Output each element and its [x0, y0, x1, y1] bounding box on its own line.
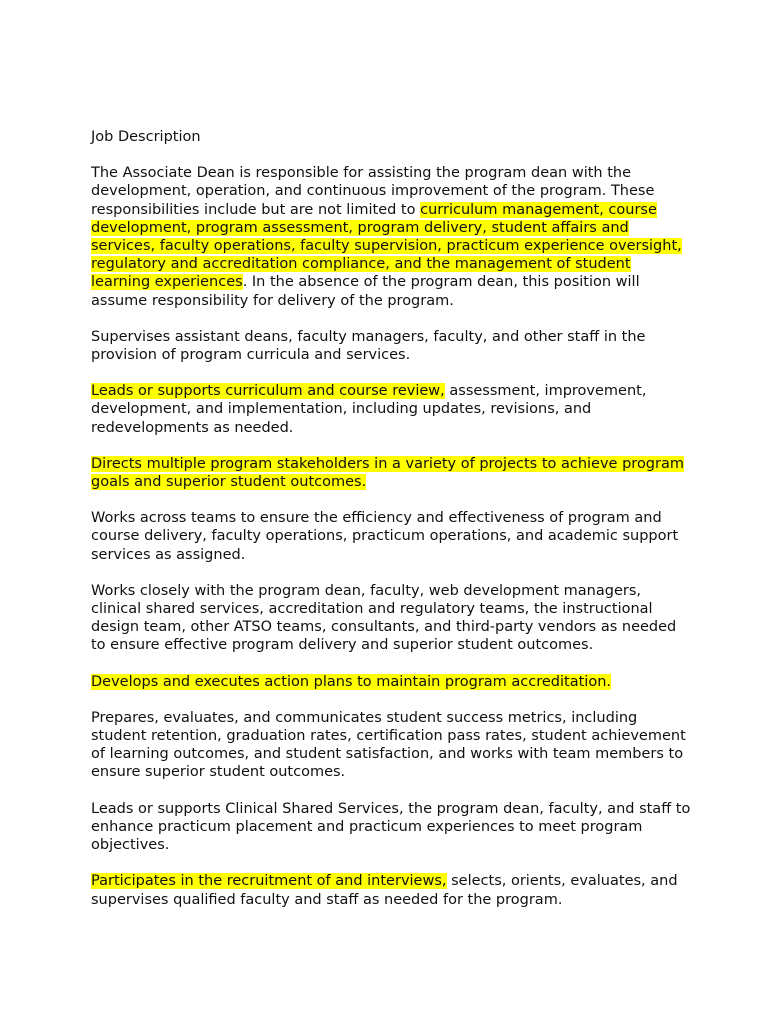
highlighted-text: Participates in the recruitment of and interviews,	[91, 873, 447, 890]
paragraph	[91, 872, 691, 908]
paragraph-text: Supervises assistant deans, faculty managers, faculty, and other staff in the provision of program curricula and services.	[91, 328, 646, 364]
paragraph-text: Prepares, evaluates, and communicates student success metrics, including student retention, graduation rates, certification pass rates, student achievement of learning outcomes, and student satisfaction, and works with team members to ensure superior student outcomes.	[91, 709, 686, 781]
paragraph	[91, 455, 691, 491]
paragraph	[91, 800, 691, 855]
paragraph	[91, 382, 691, 437]
paragraph	[91, 509, 691, 564]
paragraph	[91, 709, 691, 782]
paragraph-text: Leads or supports Clinical Shared Services, the program dean, faculty, and staff to enhance practicum placement and practicum experiences to meet program objectives.	[91, 800, 691, 854]
paragraph-text: assessment, improvement, development, and implementation, including updates, revisions, and redevelopments as needed.	[91, 383, 647, 436]
paragraph	[91, 164, 691, 310]
paragraph	[91, 582, 691, 655]
paragraph-text: The Associate Dean is responsible for assisting the program dean with the development, operation, and continuous improvement of the program. These responsibilities include but are not limited to	[91, 165, 655, 218]
paragraph-text: selects, orients, evaluates, and supervises qualified faculty and staff as needed for the program.	[91, 873, 678, 908]
paragraph	[91, 673, 691, 691]
paragraph-text: Works across teams to ensure the efficiency and effectiveness of program and course delivery, faculty operations, practicum operations, and academic support services as assigned.	[91, 510, 679, 563]
document-title: Job Description	[91, 129, 201, 145]
highlighted-text: Develops and executes action plans to maintain program accreditation.	[91, 673, 611, 690]
document-body	[91, 128, 691, 927]
paragraph-text: Works closely with the program dean, faculty, web development managers, clinical shared services, accreditation and regulatory teams, the instructional design team, other ATSO teams, consultants, and third-party vendors as needed to ensure effective program delivery and superior student outcomes.	[91, 582, 677, 654]
highlighted-text: Directs multiple program stakeholders in a variety of projects to achieve program goals and superior student outcomes.	[91, 455, 684, 491]
paragraph	[91, 328, 691, 364]
highlighted-text: Leads or supports curriculum and course review,	[91, 383, 445, 400]
paragraph-list	[91, 164, 691, 909]
highlighted-text: curriculum management, course development, program assessment, program delivery, student affairs and services, faculty operations, faculty supervision, practicum experience oversight, regulatory and accreditation compliance, and the management of student learning experiences	[91, 201, 682, 291]
paragraph-text: . In the absence of the program dean, this position will assume responsibility for delivery of the program.	[91, 274, 640, 309]
